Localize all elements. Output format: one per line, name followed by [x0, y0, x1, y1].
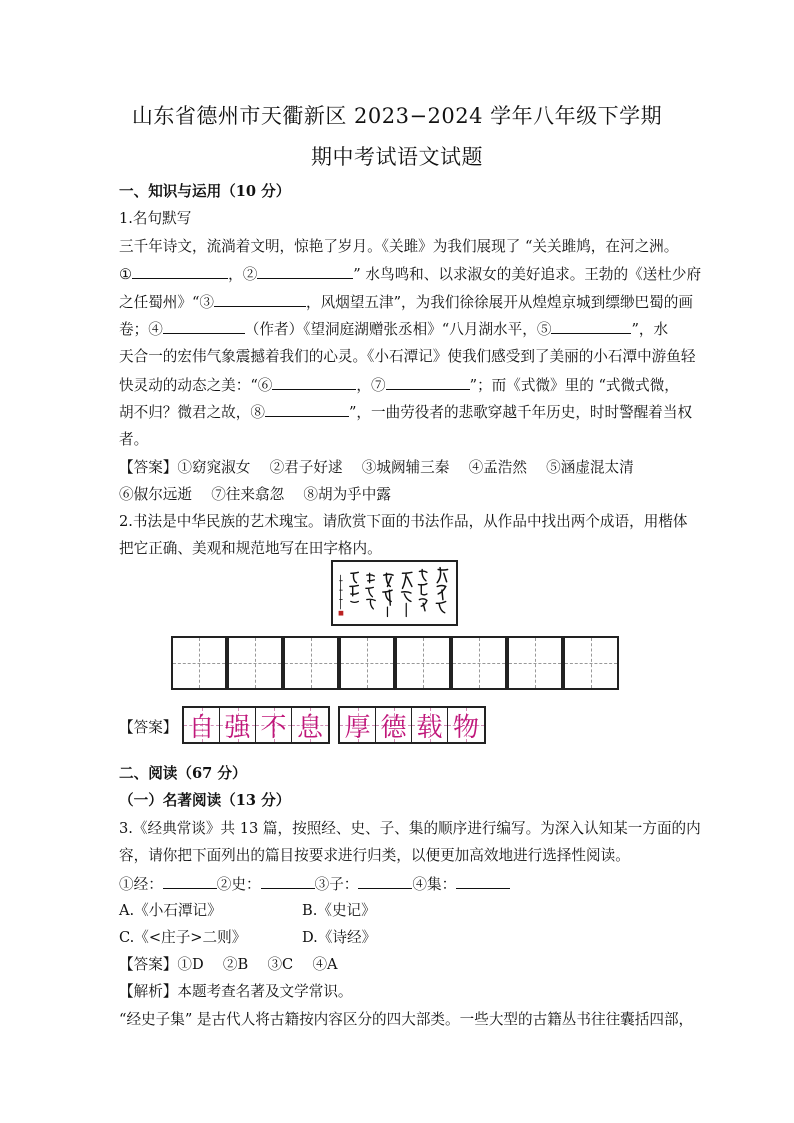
q1-text-3: 之任蜀州》“③ ，风烟望五津”，为我们徐徐展开从煌煌京城到缥缈巴蜀的画	[119, 290, 693, 312]
page-title-line-2: 期中考试语文试题	[311, 145, 483, 169]
tianzi-grid	[171, 636, 619, 690]
q3-analysis: 【解析】本题考查名著及文学常识。	[119, 983, 353, 1000]
fill-blank-3[interactable]	[214, 290, 306, 307]
q1-text-4: 卷；④ （作者）《望洞庭湖赠张丞相》“八月湖水平，⑤ ”，水	[119, 317, 668, 339]
fill-blank-7[interactable]	[386, 373, 470, 390]
q3-analysis-text: “经史子集” 是古代人将古籍按内容区分的四大部类。一些大型的古籍丛书往往囊括四部，	[119, 1011, 694, 1028]
fill-blank-1[interactable]	[132, 262, 228, 279]
q1-text-7: 胡不归？微君之故，⑧ ”，一曲劳役者的悲歌穿越千年历史，时时警醒着当权	[119, 400, 692, 422]
fill-blank-shi[interactable]	[261, 872, 315, 889]
q2-answer-label: 【答案】	[119, 719, 178, 736]
tianzi-cell[interactable]	[339, 636, 395, 690]
answer-char: 物	[448, 708, 484, 742]
answer-idiom-2	[338, 706, 486, 744]
q2-text-2: 把它正确、美观和规范地写在田字格内。	[119, 540, 382, 557]
answer-char: 强	[220, 708, 256, 742]
q2-text-1: 2.书法是中华民族的艺术瑰宝。请欣赏下面的书法作品，从作品中找出两个成语，用楷体	[119, 513, 688, 530]
tianzi-cell[interactable]	[395, 636, 451, 690]
q3-answer: 【答案】①D ②B ③C ④A	[119, 956, 338, 973]
calligraphy-artwork	[333, 562, 456, 624]
answer-idiom-1	[182, 706, 330, 744]
answer-char: 息	[292, 708, 328, 742]
q1-label: 1.名句默写	[119, 210, 192, 227]
q3-text-1: 3.《经典常谈》共 13 篇，按照经、史、子、集的顺序进行编写。为深入认知某一方面的内	[119, 820, 701, 837]
calligraphy-image	[331, 560, 458, 626]
q3-text-2: 容，请你把下面列出的篇目按要求进行归类，以便更加高效地进行选择性阅读。	[119, 847, 630, 864]
fill-blank-5[interactable]	[551, 317, 631, 334]
fill-blank-ji[interactable]	[456, 872, 510, 889]
q1-answer-2: ⑥俶尔远逝 ⑦往来翕忽 ⑧胡为乎中露	[119, 486, 391, 503]
tianzi-cell[interactable]	[171, 636, 227, 690]
tianzi-cell[interactable]	[283, 636, 339, 690]
q1-text-2: ① ，② ” 水鸟鸣和、以求淑女的美好追求。王勃的《送杜少府	[119, 262, 701, 284]
answer-char: 厚	[340, 708, 376, 742]
q1-text-6: 快灵动的动态之美：“⑥ ，⑦ ”；而《式微》里的 “式微式微，	[119, 373, 679, 395]
answer-char: 载	[412, 708, 448, 742]
option-d: D.《诗经》	[302, 929, 377, 946]
page-title-line-1: 山东省德州市天衢新区 2023−2024 学年八年级下学期	[131, 104, 663, 128]
option-a: A.《小石潭记》	[119, 902, 222, 919]
section-heading-2: 二、阅读（67 分）	[119, 765, 247, 782]
q3-blanks: ①经： ②史： ③子： ④集：	[119, 872, 510, 894]
tianzi-cell[interactable]	[451, 636, 507, 690]
answer-char: 不	[256, 708, 292, 742]
tianzi-cell[interactable]	[563, 636, 619, 690]
fill-blank-zi[interactable]	[358, 872, 412, 889]
q1-text-1: 三千年诗文，流淌着文明，惊艳了岁月。《关雎》为我们展现了 “关关雎鸠，在河之洲。	[119, 238, 679, 255]
option-b: B.《史记》	[302, 902, 376, 919]
fill-blank-2[interactable]	[257, 262, 353, 279]
answer-char: 自	[184, 708, 220, 742]
q1-answer-1: 【答案】①窈窕淑女 ②君子好逑 ③城阙辅三秦 ④孟浩然 ⑤涵虚混太清	[119, 459, 634, 476]
fill-blank-jing[interactable]	[163, 872, 217, 889]
option-c: C.《<庄子>二则》	[119, 929, 247, 946]
q1-text-5: 天合一的宏伟气象震撼着我们的心灵。《小石潭记》使我们感受到了美丽的小石潭中游鱼轻	[119, 348, 696, 365]
fill-blank-6[interactable]	[272, 373, 356, 390]
q1-text-8: 者。	[119, 431, 149, 448]
tianzi-cell[interactable]	[227, 636, 283, 690]
sub-heading: （一）名著阅读（13 分）	[119, 792, 291, 809]
seal-stamp	[339, 611, 344, 616]
fill-blank-4[interactable]	[163, 317, 245, 334]
section-heading-1: 一、知识与运用（10 分）	[119, 183, 291, 200]
answer-char: 德	[376, 708, 412, 742]
fill-blank-8[interactable]	[265, 400, 349, 417]
tianzi-cell[interactable]	[507, 636, 563, 690]
